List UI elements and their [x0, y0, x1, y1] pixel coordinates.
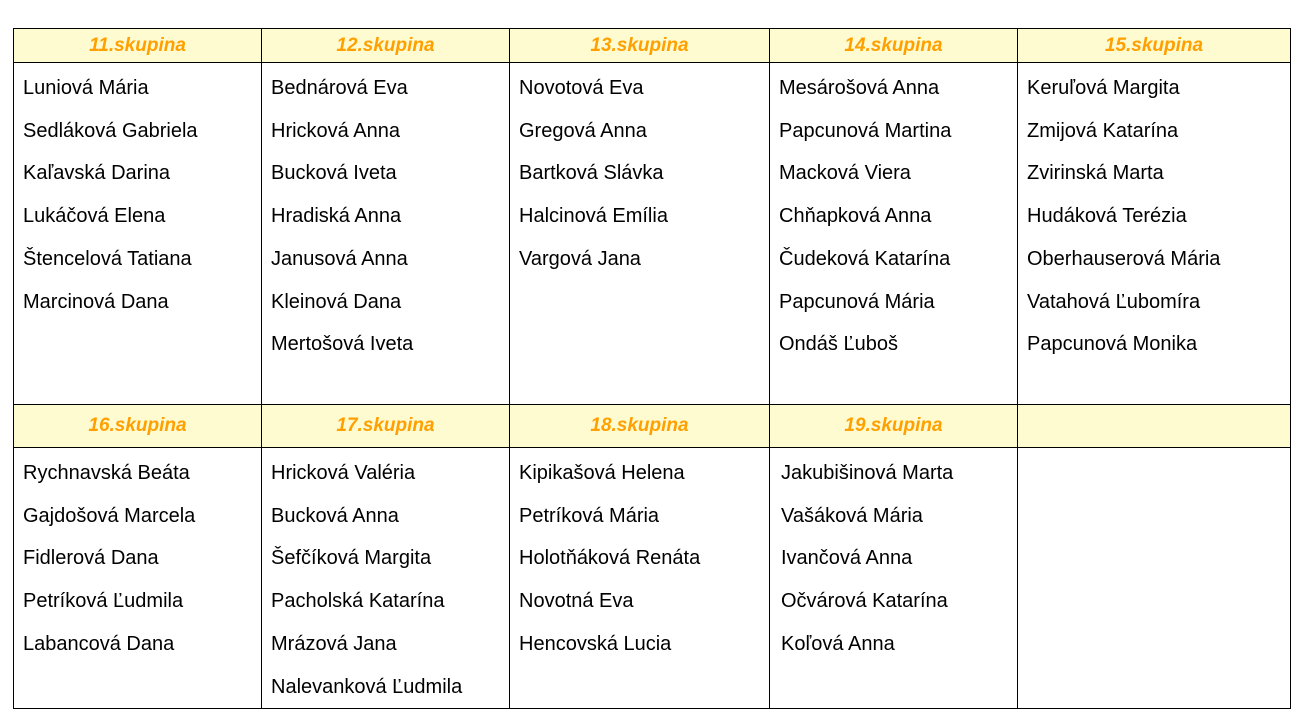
group-header: 16.skupina — [14, 405, 262, 448]
groups-table — [13, 28, 1291, 709]
group-header: 18.skupina — [510, 405, 770, 448]
group-members-cell — [770, 448, 1018, 709]
member-name: Očvárová Katarína — [781, 590, 948, 613]
member-list — [14, 63, 261, 323]
member-name: Zvirinská Marta — [1027, 162, 1164, 185]
member-name: Holotňáková Renáta — [519, 547, 701, 570]
member-name: Ondáš Ľuboš — [779, 333, 898, 356]
member-name: Fidlerová Dana — [23, 547, 159, 570]
member-list — [262, 63, 509, 366]
group-members-cell — [14, 448, 262, 709]
member-name: Bucková Iveta — [271, 162, 397, 185]
member-name: Papcunová Martina — [779, 119, 952, 142]
empty-cell — [1018, 448, 1291, 709]
group-header — [1018, 405, 1291, 448]
member-name: Macková Viera — [779, 162, 911, 185]
member-name: Kleinová Dana — [271, 290, 402, 313]
member-name: Petríková Mária — [519, 504, 660, 527]
member-name: Gajdošová Marcela — [23, 504, 196, 527]
member-name: Šefčíková Margita — [271, 547, 432, 570]
member-name: Ivančová Anna — [781, 547, 913, 570]
member-name: Nalevanková Ľudmila — [271, 675, 463, 698]
member-name: Jakubišinová Marta — [781, 462, 954, 484]
group-members-cell — [510, 63, 770, 405]
member-name: Oberhauserová Mária — [1027, 247, 1221, 270]
group-members-cell — [262, 63, 510, 405]
member-name: Keruľová Margita — [1027, 77, 1180, 99]
member-name: Hudáková Terézia — [1027, 205, 1187, 228]
member-list — [770, 448, 1017, 666]
member-name: Kipikašová Helena — [519, 462, 685, 484]
group-header: 12.skupina — [262, 29, 510, 63]
members-row — [14, 63, 1291, 405]
member-name: Gregová Anna — [519, 119, 647, 142]
member-name: Koľová Anna — [781, 632, 895, 655]
member-name: Bednárová Eva — [271, 77, 408, 99]
group-header: 11.skupina — [14, 29, 262, 63]
member-name: Štencelová Tatiana — [23, 247, 192, 270]
group-header: 13.skupina — [510, 29, 770, 63]
member-name: Čudeková Katarína — [779, 247, 951, 270]
member-name: Bartková Slávka — [519, 162, 664, 185]
member-name: Zmijová Katarína — [1027, 119, 1179, 142]
member-name: Vašáková Mária — [781, 504, 923, 527]
member-name: Pacholská Katarína — [271, 590, 445, 613]
member-name: Novotová Eva — [519, 77, 644, 99]
member-name: Chňapková Anna — [779, 205, 932, 228]
member-name: Mesárošová Anna — [779, 77, 940, 99]
group-header: 19.skupina — [770, 405, 1018, 448]
members-row — [14, 448, 1291, 709]
member-name: Luniová Mária — [23, 77, 149, 99]
member-list — [14, 448, 261, 666]
member-name: Sedláková Gabriela — [23, 119, 198, 142]
member-name: Novotná Eva — [519, 590, 634, 613]
header-row — [14, 29, 1291, 63]
member-name: Hricková Anna — [271, 119, 400, 142]
member-name: Hencovská Lucia — [519, 632, 672, 655]
member-name: Vatahová Ľubomíra — [1027, 290, 1201, 313]
member-list — [770, 63, 1017, 366]
member-list — [510, 63, 769, 281]
member-name: Hradiská Anna — [271, 205, 402, 228]
group-members-cell — [510, 448, 770, 709]
member-name: Marcinová Dana — [23, 290, 169, 313]
member-name: Halcinová Emília — [519, 205, 668, 228]
member-name: Mertošová Iveta — [271, 333, 414, 356]
group-members-cell — [1018, 63, 1291, 405]
member-name: Labancová Dana — [23, 632, 175, 655]
member-name: Hricková Valéria — [271, 462, 416, 484]
member-name: Lukáčová Elena — [23, 205, 166, 228]
member-name: Janusová Anna — [271, 247, 408, 270]
member-name: Kaľavská Darina — [23, 162, 171, 185]
member-name: Rychnavská Beáta — [23, 462, 190, 484]
member-name: Petríková Ľudmila — [23, 590, 184, 613]
member-name: Papcunová Mária — [779, 290, 935, 313]
member-name: Bucková Anna — [271, 504, 399, 527]
group-members-cell — [770, 63, 1018, 405]
member-name: Mrázová Jana — [271, 632, 397, 655]
group-header: 14.skupina — [770, 29, 1018, 63]
group-header: 17.skupina — [262, 405, 510, 448]
member-list — [510, 448, 769, 666]
member-name: Papcunová Monika — [1027, 333, 1198, 356]
member-list — [1018, 63, 1290, 366]
group-members-cell — [262, 448, 510, 709]
group-members-cell — [14, 63, 262, 405]
group-header: 15.skupina — [1018, 29, 1291, 63]
member-list — [262, 448, 509, 708]
header-row — [14, 405, 1291, 448]
member-name: Vargová Jana — [519, 247, 641, 270]
